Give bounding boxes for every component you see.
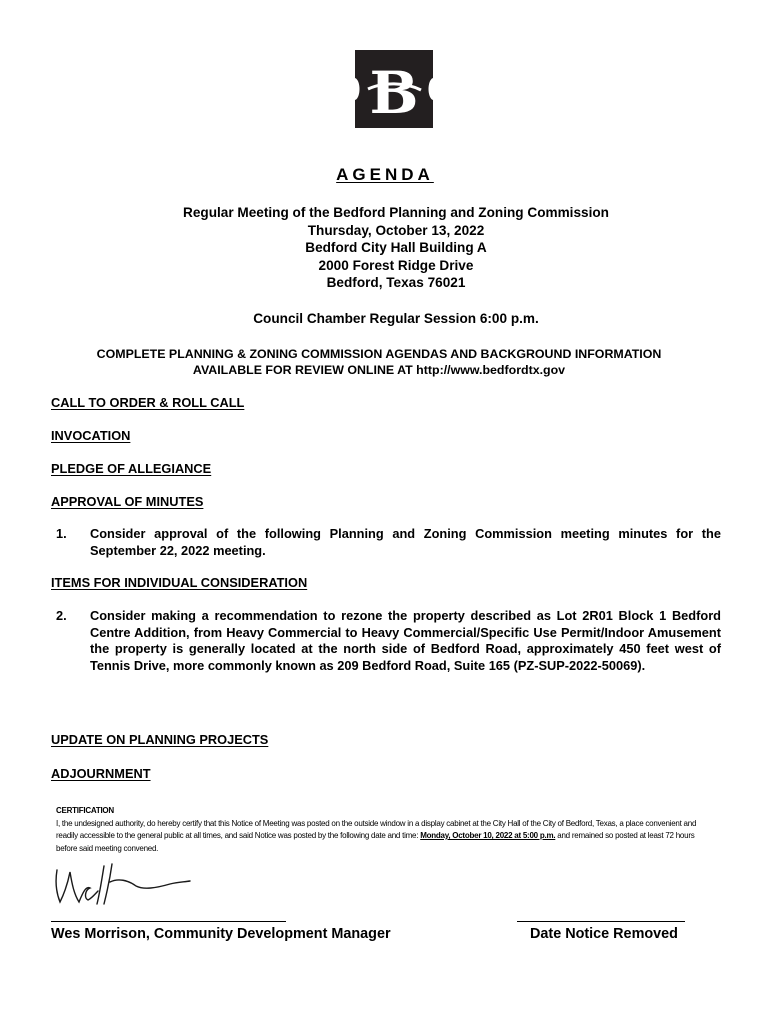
meeting-street: 2000 Forest Ridge Drive [318,257,474,273]
agenda-item-1 [56,526,721,559]
bedford-logo [355,50,433,128]
agenda-item-2 [56,608,721,674]
meeting-name: Regular Meeting of the Bedford Planning and Zoning Commission [183,205,609,220]
heading-call-to-order: CALL TO ORDER & ROLL CALL [51,395,245,410]
meeting-city: Bedford, Texas 76021 [326,275,466,290]
handwritten-signature [52,858,192,908]
item-number: 1. [56,526,67,541]
certification-title: CERTIFICATION [56,806,114,815]
certification-body: I, the undesigned authority, do hereby certify that this Notice of Meeting was posted on the outside window in a display cabinet at the City Hall of the City of Bedford, Texas, a place convenient and readily accessible to the general public at all times, and said Notice was posted by the following date and time: [56,818,697,840]
certification-date: Monday, October 10, 2022 at 5:00 p.m. [420,831,556,840]
certification [56,805,706,855]
heading-invocation: INVOCATION [51,428,131,443]
meeting-info [0,204,770,292]
logo-letter: B [369,59,419,127]
heading-individual-consideration: ITEMS FOR INDIVIDUAL CONSIDERATION [51,575,308,590]
meeting-date: Thursday, October 13, 2022 [307,222,485,238]
session-time: Council Chamber Regular Session 6:00 p.m. [253,311,539,326]
page-title: AGENDA [336,165,434,184]
online-notice [0,346,758,378]
signer-name-title: Wes Morrison, Community Development Manager [51,926,391,942]
notice-line-2: AVAILABLE FOR REVIEW ONLINE AT http://www.bedfordtx.gov [192,363,566,377]
item-text: Consider approval of the following Planning and Zoning Commission meeting minutes for the September 22, 2022 meeting. [90,526,721,558]
heading-update-planning-projects: UPDATE ON PLANNING PROJECTS [51,732,269,747]
meeting-building: Bedford City Hall Building A [305,240,487,255]
date-notice-removed-label: Date Notice Removed [530,926,678,942]
signature-line-left [51,921,286,922]
item-text: Consider making a recommendation to rezone the property described as Lot 2R01 Block 1 Bedford Centre Addition, from Heavy Commercial to Heavy Commercial/Specific Use Permit/Indoor Amusement the property is generally located at the north side of Bedford Road, approximately 450 feet west of Tennis Drive, more commonly known as 209 Bedford Road, Suite 165 (PZ-SUP-2022-50069). [90,608,721,673]
item-number: 2. [56,608,67,623]
notice-line-1: COMPLETE PLANNING & ZONING COMMISSION AGENDAS AND BACKGROUND INFORMATION [96,347,662,361]
certification-closing: and remained so posted at least 72 hours before said meeting convened. [56,831,695,853]
signature-line-right [517,921,685,922]
heading-adjournment: ADJOURNMENT [51,766,151,781]
heading-approval-of-minutes: APPROVAL OF MINUTES [51,494,204,509]
heading-pledge: PLEDGE OF ALLEGIANCE [51,461,212,476]
